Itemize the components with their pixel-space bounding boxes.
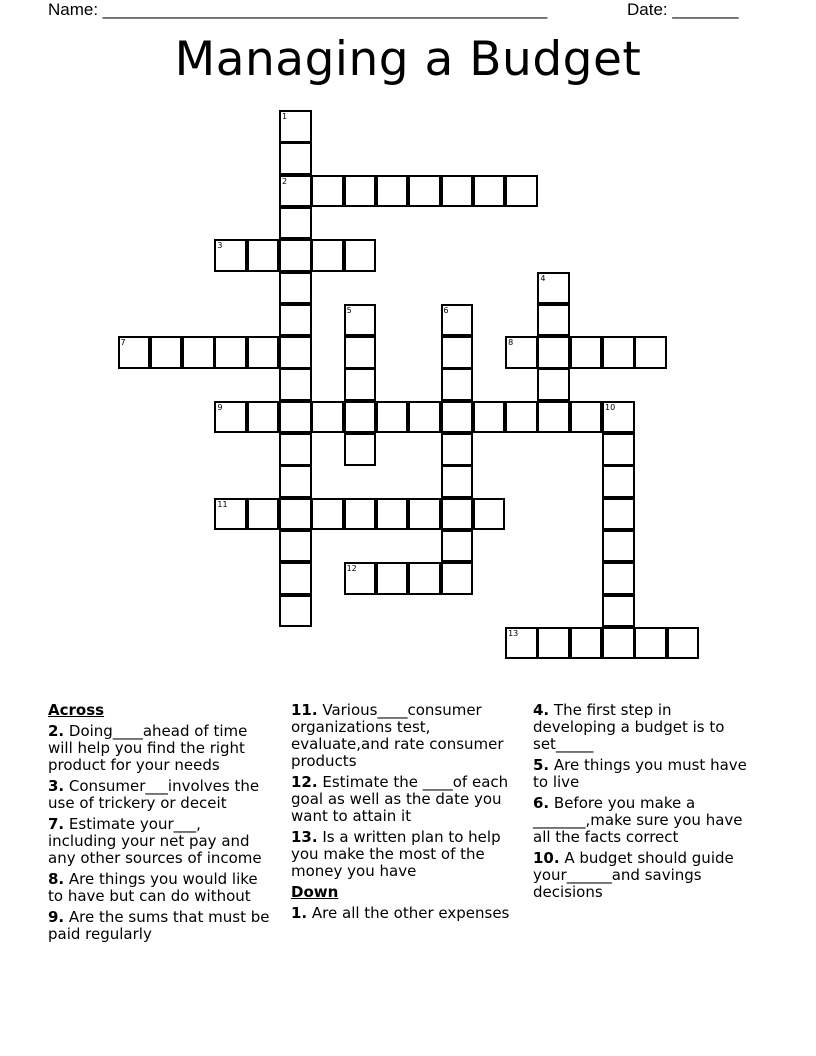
crossword-cell[interactable]: [344, 498, 377, 531]
clue-item: [533, 850, 755, 901]
crossword-cell[interactable]: [344, 175, 377, 208]
crossword-cell[interactable]: [634, 627, 667, 660]
crossword-cell[interactable]: [279, 401, 312, 434]
clue-item-number: 13.: [291, 828, 318, 846]
crossword-cell[interactable]: [182, 336, 215, 369]
crossword-cell[interactable]: [441, 562, 474, 595]
crossword-cell[interactable]: [279, 465, 312, 498]
clue-number: 10: [605, 402, 616, 412]
crossword-cell[interactable]: [376, 175, 409, 208]
crossword-cell[interactable]: [150, 336, 183, 369]
crossword-cell[interactable]: [537, 272, 570, 305]
crossword-cell[interactable]: [408, 562, 441, 595]
crossword-cell[interactable]: [247, 239, 280, 272]
crossword-cell[interactable]: [214, 336, 247, 369]
clue-item-text: Are things you must have to live: [533, 756, 747, 791]
clues-column-2: [291, 702, 513, 926]
clue-item: [533, 795, 755, 846]
crossword-cell[interactable]: [505, 401, 538, 434]
crossword-cell[interactable]: [344, 239, 377, 272]
crossword-cell[interactable]: [441, 175, 474, 208]
clue-number: 3: [217, 241, 223, 251]
clue-item-number: 3.: [48, 777, 65, 795]
clues-column-1: [48, 702, 270, 947]
crossword-cell[interactable]: [441, 336, 474, 369]
crossword-cell[interactable]: [214, 239, 247, 272]
crossword-cell[interactable]: [570, 627, 603, 660]
crossword-cell[interactable]: [311, 239, 344, 272]
crossword-cell[interactable]: [570, 336, 603, 369]
crossword-cell[interactable]: [279, 207, 312, 240]
clue-item-text: Estimate your___, including your net pay and any other sources of income: [48, 815, 262, 867]
crossword-cell[interactable]: [505, 175, 538, 208]
crossword-cell[interactable]: [376, 401, 409, 434]
clue-item-number: 9.: [48, 908, 65, 926]
across-clue-list-continued: [291, 702, 513, 880]
crossword-cell[interactable]: [602, 498, 635, 531]
crossword-cell[interactable]: [441, 304, 474, 337]
clue-item: [48, 871, 270, 905]
clues-column-3: [533, 702, 755, 905]
crossword-cell[interactable]: [602, 401, 635, 434]
clue-item-number: 12.: [291, 773, 318, 791]
crossword-cell[interactable]: [602, 336, 635, 369]
clue-item: [533, 757, 755, 791]
clue-number: 6: [443, 305, 449, 315]
clue-number: 9: [217, 402, 223, 412]
crossword-cell[interactable]: [279, 142, 312, 175]
clue-item-text: Estimate the ____of each goal as well as the date you want to attain it: [291, 773, 509, 825]
clue-item-number: 10.: [533, 849, 560, 867]
crossword-cell[interactable]: [344, 562, 377, 595]
crossword-cell[interactable]: [214, 401, 247, 434]
crossword-cell[interactable]: [376, 498, 409, 531]
crossword-cell[interactable]: [279, 336, 312, 369]
clue-item-text: Are things you would like to have but can do without: [48, 870, 258, 905]
clue-item-text: A budget should guide your______and savings decisions: [533, 849, 734, 901]
clue-number: 12: [346, 564, 357, 574]
crossword-cell[interactable]: [344, 401, 377, 434]
clue-item-number: 1.: [291, 904, 308, 922]
crossword-cell[interactable]: [441, 498, 474, 531]
down-clue-list: [291, 905, 513, 922]
clue-item-number: 8.: [48, 870, 65, 888]
clue-item: [48, 778, 270, 812]
crossword-cell[interactable]: [344, 433, 377, 466]
clue-item: [48, 723, 270, 774]
crossword-cell[interactable]: [441, 433, 474, 466]
crossword-cell[interactable]: [408, 175, 441, 208]
crossword-cell[interactable]: [247, 401, 280, 434]
crossword-cell[interactable]: [505, 627, 538, 660]
crossword-cell[interactable]: [279, 175, 312, 208]
crossword-cell[interactable]: [537, 368, 570, 401]
crossword-cell[interactable]: [279, 272, 312, 305]
crossword-cell[interactable]: [473, 175, 506, 208]
clue-number: 2: [282, 176, 288, 186]
crossword-cell[interactable]: [279, 530, 312, 563]
crossword-cell[interactable]: [602, 562, 635, 595]
clue-number: 7: [120, 338, 126, 348]
crossword-cell[interactable]: [537, 304, 570, 337]
crossword-cell[interactable]: [441, 401, 474, 434]
crossword-cell[interactable]: [408, 498, 441, 531]
clue-item-number: 11.: [291, 701, 318, 719]
name-field-line: Name: _______________________________________________: [48, 0, 548, 19]
crossword-cell[interactable]: [537, 336, 570, 369]
crossword-cell[interactable]: [441, 368, 474, 401]
crossword-cell[interactable]: [441, 465, 474, 498]
clue-item-text: Before you make a _______,make sure you have all the facts correct: [533, 794, 743, 846]
crossword-cell[interactable]: [602, 627, 635, 660]
crossword-cell[interactable]: [473, 401, 506, 434]
puzzle-title: Managing a Budget: [174, 32, 642, 87]
clue-item-text: Doing____ahead of time will help you find the right product for your needs: [48, 722, 248, 774]
crossword-cell[interactable]: [279, 595, 312, 628]
clue-item-number: 2.: [48, 722, 65, 740]
clue-number: 4: [540, 273, 546, 283]
crossword-cell[interactable]: [279, 304, 312, 337]
crossword-cell[interactable]: [376, 562, 409, 595]
clue-item: [291, 702, 513, 770]
crossword-cell[interactable]: [667, 627, 700, 660]
clue-item-text: Is a written plan to help you make the most of the money you have: [291, 828, 501, 880]
clue-item-text: Are the sums that must be paid regularly: [48, 908, 270, 943]
crossword-cell[interactable]: [473, 498, 506, 531]
crossword-cell[interactable]: [279, 110, 312, 143]
crossword-cell[interactable]: [441, 530, 474, 563]
down-heading: Down: [291, 883, 339, 901]
clue-item: [291, 905, 513, 922]
crossword-cell[interactable]: [408, 401, 441, 434]
clue-number: 1: [282, 112, 288, 121]
down-clue-list-continued: [533, 702, 755, 901]
crossword-cell[interactable]: [279, 239, 312, 272]
crossword-cell[interactable]: [279, 368, 312, 401]
crossword-cell[interactable]: [537, 401, 570, 434]
crossword-cell[interactable]: [311, 498, 344, 531]
crossword-cell[interactable]: [602, 465, 635, 498]
clue-item-text: The first step in developing a budget is to set_____: [533, 701, 725, 753]
clue-item: [291, 774, 513, 825]
crossword-cell[interactable]: [602, 595, 635, 628]
crossword-cell[interactable]: [279, 433, 312, 466]
date-field-line: Date: _______: [627, 0, 739, 19]
crossword-cell[interactable]: [602, 433, 635, 466]
clue-item: [533, 702, 755, 753]
clue-number: 8: [508, 338, 514, 348]
clue-item: [291, 829, 513, 880]
clue-item: [48, 816, 270, 867]
clue-item-number: 4.: [533, 701, 550, 719]
crossword-cell[interactable]: [505, 336, 538, 369]
clue-item-number: 5.: [533, 756, 550, 774]
clue-item-text: Are all the other expenses: [307, 904, 510, 922]
crossword-cell[interactable]: [279, 498, 312, 531]
clue-item-text: Consumer___involves the use of trickery or deceit: [48, 777, 260, 812]
crossword-cell[interactable]: [311, 401, 344, 434]
crossword-cell[interactable]: [344, 304, 377, 337]
crossword-cell[interactable]: [537, 627, 570, 660]
crossword-cell[interactable]: [344, 336, 377, 369]
clue-item: [48, 909, 270, 943]
crossword-cell[interactable]: [570, 401, 603, 434]
clue-number: 5: [346, 305, 352, 315]
clue-item-number: 7.: [48, 815, 65, 833]
clue-item-text: Various____consumer organizations test, evaluate,and rate consumer products: [291, 701, 504, 770]
crossword-cell[interactable]: [247, 336, 280, 369]
crossword-cell[interactable]: [247, 498, 280, 531]
clue-number: 13: [508, 628, 519, 638]
clue-item-number: 6.: [533, 794, 550, 812]
across-clue-list: [48, 723, 270, 943]
crossword-cell[interactable]: [602, 530, 635, 563]
crossword-cell[interactable]: [344, 368, 377, 401]
crossword-cell[interactable]: [118, 336, 151, 369]
crossword-cell[interactable]: [634, 336, 667, 369]
crossword-cell[interactable]: [214, 498, 247, 531]
clue-number: 11: [217, 499, 228, 509]
across-heading: Across: [48, 701, 105, 719]
crossword-cell[interactable]: [311, 175, 344, 208]
crossword-cell[interactable]: [279, 562, 312, 595]
